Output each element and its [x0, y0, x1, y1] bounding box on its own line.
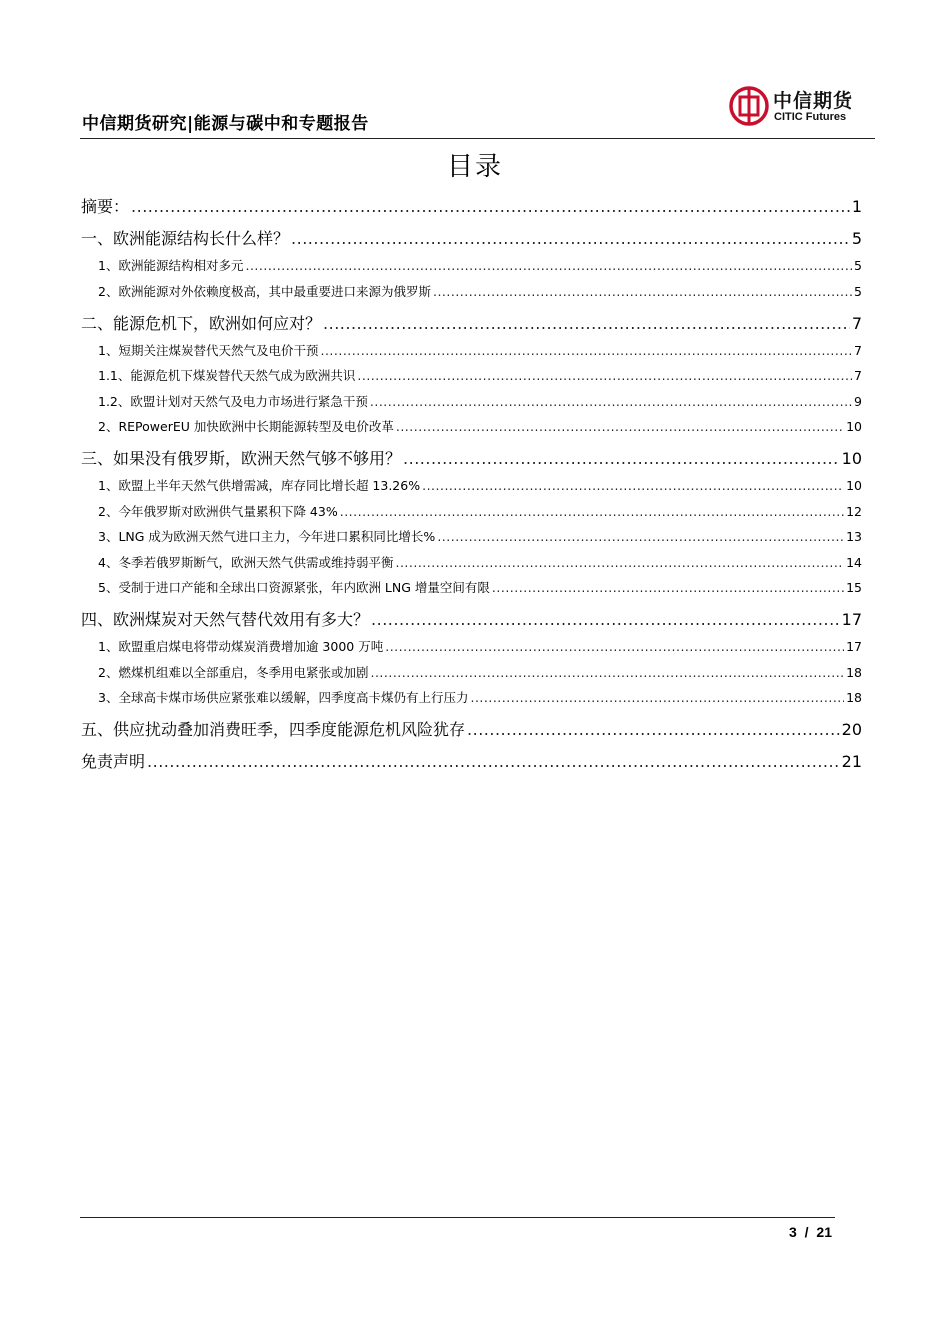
toc-entry-label: 免责声明	[81, 752, 146, 771]
toc-entry-page: 10	[846, 478, 862, 493]
toc-dot-leader	[396, 419, 844, 434]
report-series-title: 中信期货研究|能源与碳中和专题报告	[82, 114, 369, 134]
toc-section-entry[interactable]	[81, 553, 862, 571]
toc-entry-label: 3、LNG 成为欧洲天然气进口主力，今年进口累积同比增长%	[98, 529, 436, 544]
page-header	[80, 78, 875, 139]
toc-entry-label: 2、REPowerEU 加快欧洲中长期能源转型及电价改革	[98, 419, 394, 434]
toc-entry-label: 2、欧洲能源对外依赖度极高，其中最重要进口来源为俄罗斯	[98, 283, 431, 299]
toc-entry-page: 15	[846, 580, 862, 595]
toc-entry-page: 18	[846, 690, 862, 705]
toc-dot-leader	[370, 665, 844, 680]
toc-dot-leader	[422, 478, 844, 493]
toc-entry-label: 2、燃煤机组难以全部重启，冬季用电紧张或加剧	[98, 664, 369, 680]
toc-section-entry[interactable]	[81, 637, 862, 655]
toc-entry-page: 21	[841, 752, 862, 771]
toc-section-entry[interactable]	[81, 527, 862, 545]
toc-dot-leader	[470, 690, 844, 705]
logo-english-name: CITIC Futures	[774, 111, 847, 123]
toc-entry-label: 2、今年俄罗斯对欧洲供气量累积下降 43%	[98, 503, 338, 519]
toc-entry-page: 17	[846, 639, 862, 654]
toc-entry-page: 10	[841, 449, 862, 468]
toc-section-entry[interactable]	[81, 282, 862, 300]
toc-entry-page: 9	[854, 393, 862, 409]
toc-entry-label: 一、欧洲能源结构长什么样？	[81, 229, 290, 248]
toc-entry-label: 三、如果没有俄罗斯，欧洲天然气够不够用？	[81, 449, 402, 468]
toc-section-entry[interactable]	[81, 688, 862, 706]
toc-dot-leader	[357, 368, 852, 383]
toc-entry-label: 4、冬季若俄罗斯断气，欧洲天然气供需或维持弱平衡	[98, 554, 394, 570]
page-number: 3 / 21	[788, 1224, 832, 1240]
toc-section-entry[interactable]	[81, 256, 862, 274]
toc-entry-label: 五、供应扰动叠加消费旺季，四季度能源危机风险犹存	[81, 720, 466, 739]
toc-entry-page: 5	[851, 229, 862, 248]
toc-chapter-entry[interactable]	[81, 717, 862, 740]
logo-chinese-name: 中信期货	[773, 90, 854, 112]
toc-section-entry[interactable]	[81, 578, 862, 596]
toc-dot-leader	[467, 720, 840, 739]
toc-entry-page: 7	[851, 313, 862, 333]
toc-dot-leader	[131, 197, 850, 216]
toc-dot-leader	[245, 258, 852, 273]
toc-dot-leader	[433, 284, 852, 299]
toc-dot-leader	[291, 229, 850, 248]
toc-entry-page: 20	[841, 720, 862, 739]
toc-dot-leader	[320, 343, 852, 358]
toc-chapter-entry[interactable]	[81, 226, 862, 249]
toc-dot-leader	[371, 610, 840, 629]
toc-dot-leader	[147, 752, 840, 771]
toc-chapter-entry[interactable]	[81, 749, 862, 772]
toc-entry-label: 1、欧洲能源结构相对多元	[98, 258, 244, 273]
toc-dot-leader	[323, 314, 850, 333]
toc-entry-label: 1、欧盟上半年天然气供增需减，库存同比增长超 13.26%	[98, 478, 421, 493]
toc-section-entry[interactable]	[81, 366, 862, 384]
citic-logo-icon	[729, 86, 769, 126]
toc-entry-page: 14	[846, 554, 862, 570]
toc-section-entry[interactable]	[81, 502, 862, 520]
toc-entry-page: 18	[846, 664, 862, 680]
toc-chapter-entry[interactable]	[81, 607, 862, 630]
toc-entry-page: 17	[841, 610, 862, 629]
toc-title: 目录	[446, 152, 503, 182]
toc-entry-page: 5	[854, 258, 862, 273]
toc-entry-label: 摘要：	[81, 197, 130, 216]
toc-entry-label: 1、欧盟重启煤电将带动煤炭消费增加逾 3000 万吨	[98, 639, 384, 654]
toc-dot-leader	[340, 504, 844, 519]
toc-dot-leader	[395, 555, 844, 570]
toc-section-entry[interactable]	[81, 417, 862, 435]
toc-dot-leader	[437, 529, 844, 544]
toc-section-entry[interactable]	[81, 663, 862, 681]
toc-entry-label: 二、能源危机下，欧洲如何应对？	[81, 313, 322, 333]
toc-entry-label: 四、欧洲煤炭对天然气替代效用有多大？	[81, 610, 370, 629]
toc-chapter-entry[interactable]	[81, 311, 862, 334]
toc-entry-label: 5、受制于进口产能和全球出口资源紧张，年内欧洲 LNG 增量空间有限	[98, 580, 490, 595]
toc-entry-label: 1.1、能源危机下煤炭替代天然气成为欧洲共识	[98, 368, 356, 383]
toc-section-entry[interactable]	[81, 392, 862, 410]
toc-dot-leader	[370, 394, 852, 409]
toc-section-entry[interactable]	[81, 341, 862, 359]
toc-entry-page: 5	[854, 283, 862, 299]
toc-entry-page: 1	[851, 197, 862, 216]
toc-entry-page: 10	[846, 419, 862, 434]
toc-chapter-entry[interactable]	[81, 446, 862, 469]
toc-entry-label: 3、全球高卡煤市场供应紧张难以缓解，四季度高卡煤仍有上行压力	[98, 690, 469, 705]
toc-chapter-entry[interactable]	[81, 194, 862, 217]
footer-divider	[80, 1217, 835, 1218]
toc-entry-label: 1、短期关注煤炭替代天然气及电价干预	[98, 342, 319, 358]
toc-entry-page: 7	[854, 368, 862, 383]
toc-entry-page: 7	[854, 342, 862, 358]
toc-dot-leader	[403, 449, 840, 468]
toc-section-entry[interactable]	[81, 476, 862, 494]
toc-entry-page: 12	[846, 503, 862, 519]
toc-entry-page: 13	[846, 529, 862, 544]
toc-entry-label: 1.2、欧盟计划对天然气及电力市场进行紧急干预	[98, 393, 368, 409]
citic-futures-logo	[729, 84, 861, 128]
toc-dot-leader	[385, 639, 844, 654]
toc-dot-leader	[492, 580, 844, 595]
